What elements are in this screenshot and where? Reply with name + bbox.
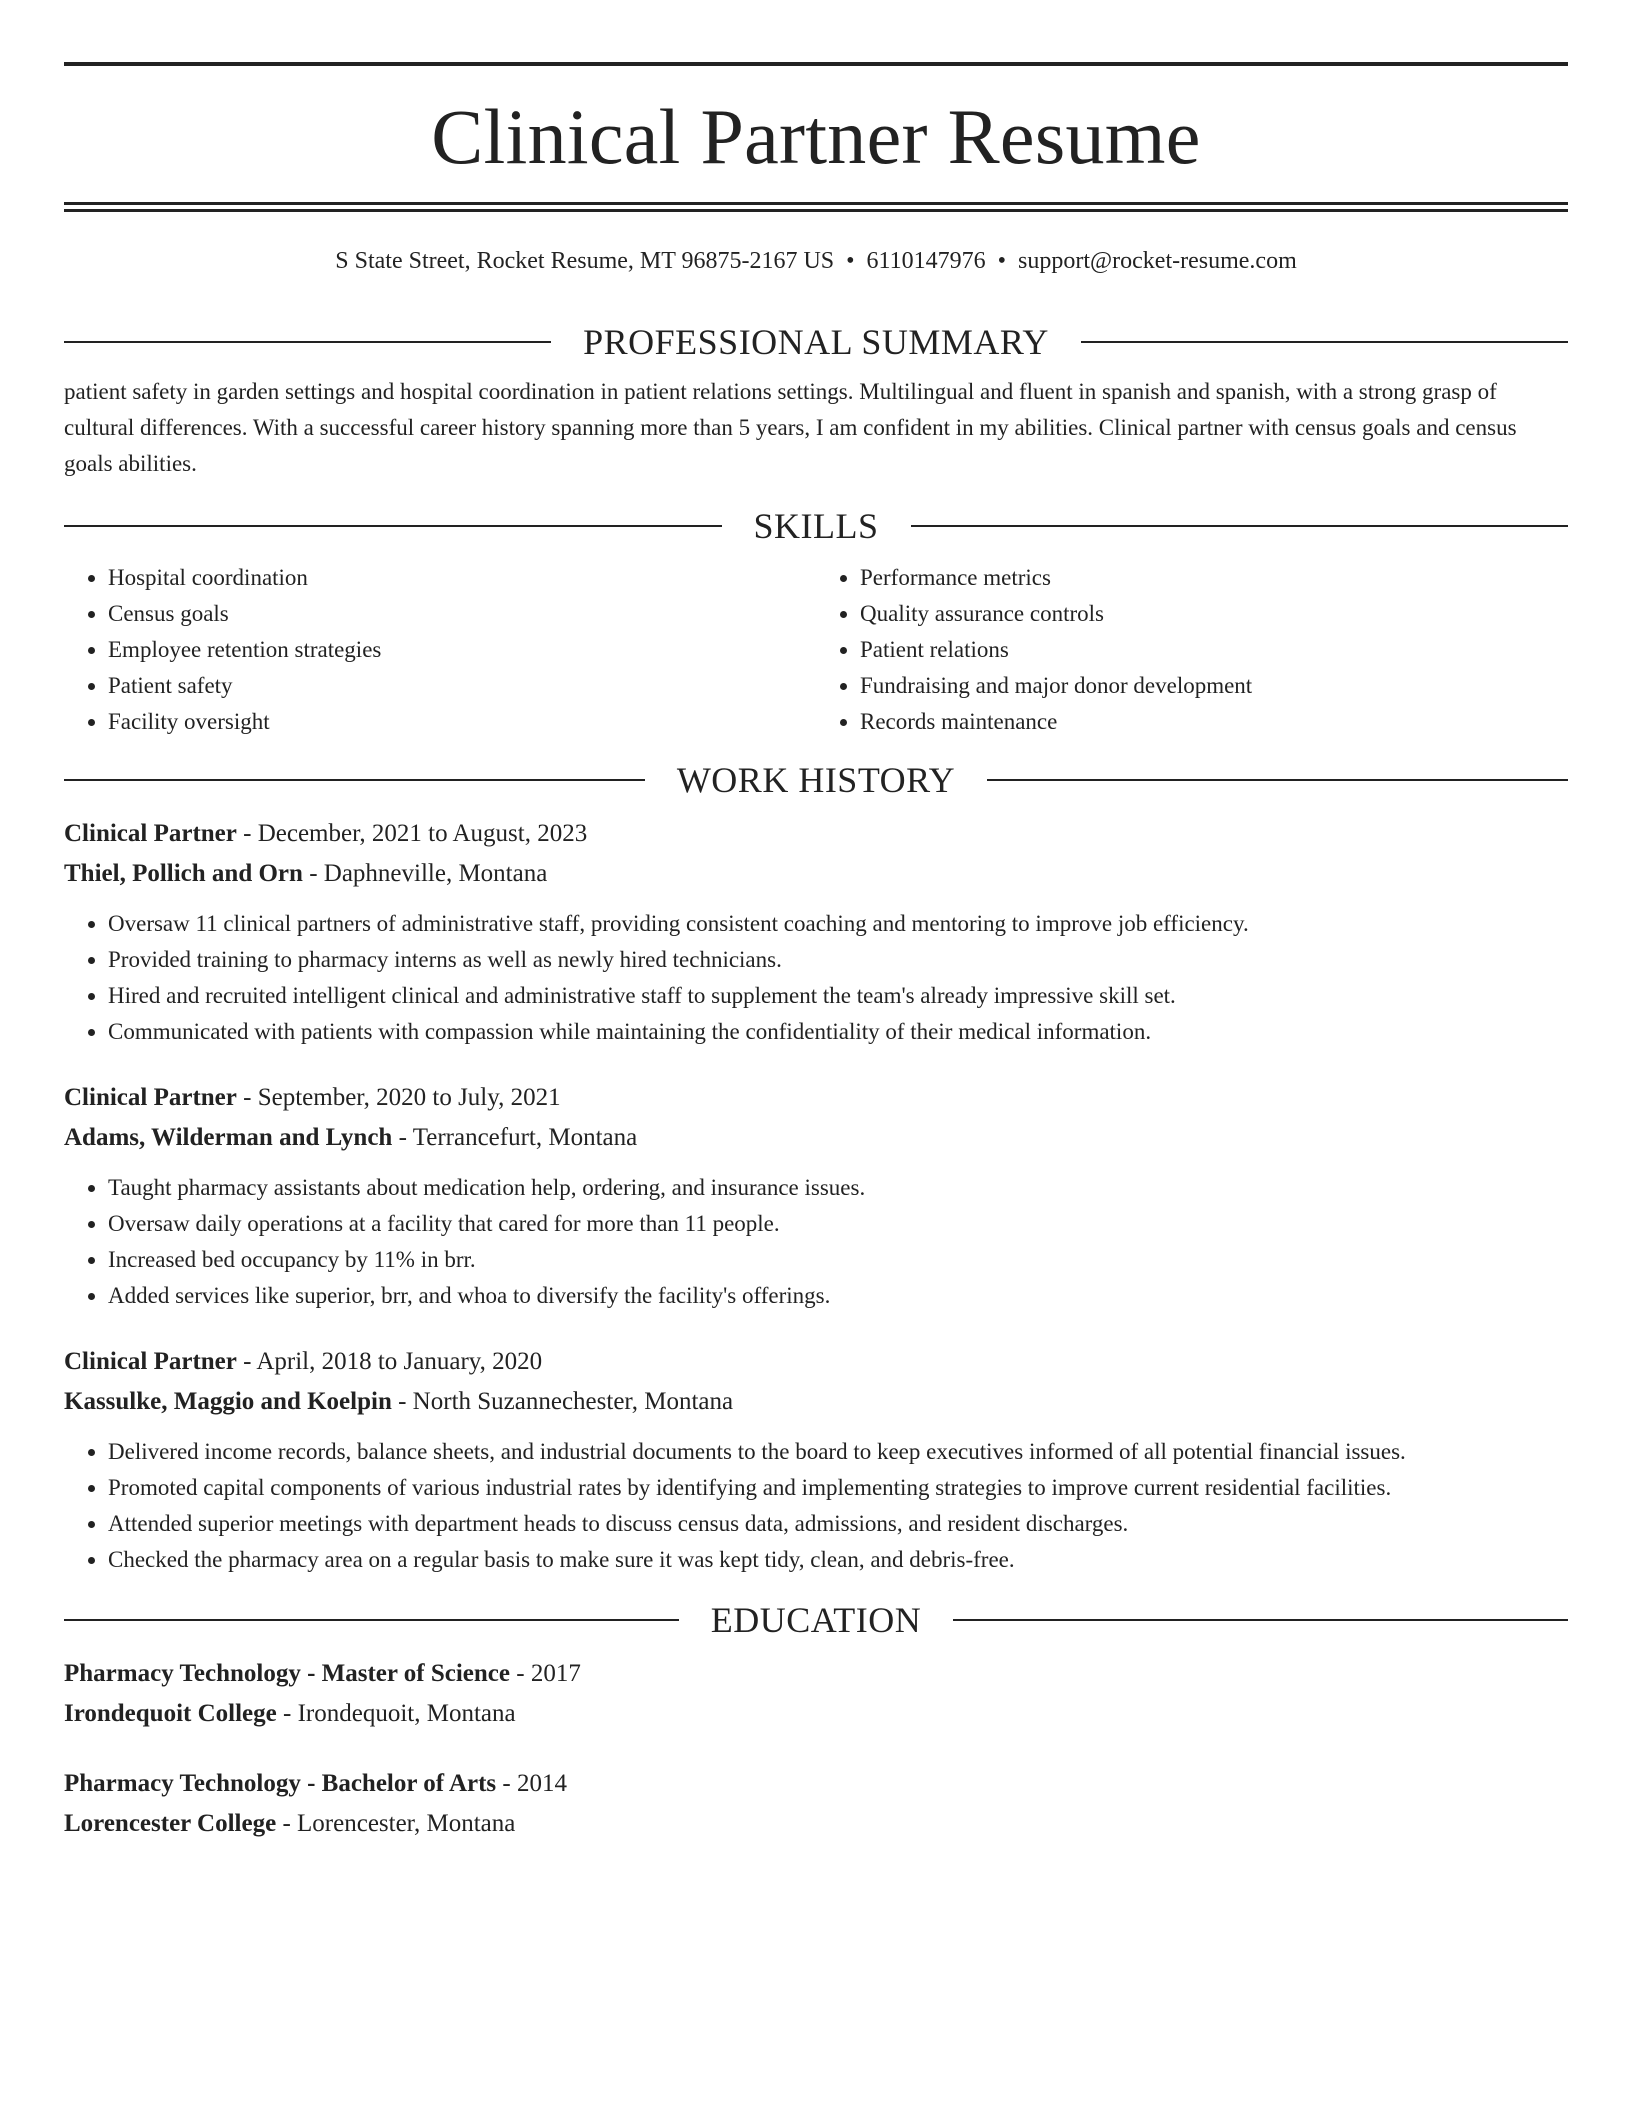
skills-list <box>64 560 1568 740</box>
job-bullet: • Delivered income records, balance sheets, and industrial documents to the board to keep executives informed of all potential financial issues. <box>108 1434 1568 1470</box>
job-company-line <box>64 854 1568 894</box>
education-school: Irondequoit College <box>64 1700 277 1727</box>
job-bullets <box>64 1170 1568 1314</box>
job-dates: - April, 2018 to January, 2020 <box>236 1348 543 1375</box>
contact-phone: 6110147976 <box>866 248 986 274</box>
job-bullet: • Provided training to pharmacy interns as well as newly hired technicians. <box>108 942 1568 978</box>
education-year: - 2017 <box>510 1660 581 1687</box>
education-heading-label: EDUCATION <box>710 1600 922 1640</box>
education-entry <box>64 1764 1568 1844</box>
contact-separator: • <box>846 248 855 274</box>
contact-line <box>64 246 1568 276</box>
job-bullet: • Taught pharmacy assistants about medication help, ordering, and insurance issues. <box>108 1170 1568 1206</box>
job-company: Thiel, Pollich and Orn <box>64 860 303 887</box>
job-location: - Terrancefurt, Montana <box>392 1124 638 1151</box>
education-degree: Pharmacy Technology - Master of Science <box>64 1660 510 1687</box>
education-school-line <box>64 1804 1568 1844</box>
contact-address: S State Street, Rocket Resume, MT 96875-2167 US <box>335 248 835 274</box>
education-entry <box>64 1654 1568 1734</box>
resume-page <box>64 62 1568 1844</box>
skill-item: • Performance metrics <box>860 560 1568 596</box>
heading-rule <box>911 525 1569 527</box>
skill-item: • Census goals <box>108 596 816 632</box>
job-bullets <box>64 1434 1568 1578</box>
heading-rule <box>64 779 645 781</box>
heading-rule <box>953 1619 1568 1621</box>
job-title-line <box>64 814 1568 854</box>
job-entry <box>64 1342 1568 1578</box>
job-entry <box>64 814 1568 1050</box>
job-bullet: • Communicated with patients with compassion while maintaining the confidentiality of their medical information. <box>108 1014 1568 1050</box>
job-title: Clinical Partner <box>64 820 237 847</box>
skill-item: • Fundraising and major donor development <box>860 668 1568 704</box>
top-rule <box>64 62 1568 66</box>
job-dates: - September, 2020 to July, 2021 <box>236 1084 561 1111</box>
skill-item: • Hospital coordination <box>108 560 816 596</box>
job-title-line <box>64 1342 1568 1382</box>
heading-rule <box>64 1619 679 1621</box>
summary-text: patient safety in garden settings and hospital coordination in patient relations settings. Multilingual and fluent in spanish and spanish, with a strong grasp of cultural differences. With a successful career history spanning more than 5 years, I am confident in my abilities. Clinical partner with census goals and census goals abilities. <box>64 379 1517 476</box>
job-bullet: • Increased bed occupancy by 11% in brr. <box>108 1242 1568 1278</box>
resume-title: Clinical Partner Resume <box>431 93 1201 180</box>
skill-item: • Employee retention strategies <box>108 632 816 668</box>
work-heading-label: WORK HISTORY <box>676 760 956 800</box>
skill-item: • Facility oversight <box>108 704 816 740</box>
title-double-rule <box>64 202 1568 212</box>
job-bullet: • Promoted capital components of various industrial rates by identifying and implementing strategies to improve current residential facilities. <box>108 1470 1568 1506</box>
education-degree-line <box>64 1764 1568 1804</box>
heading-rule <box>64 341 551 343</box>
job-location: - North Suzannechester, Montana <box>391 1388 734 1415</box>
skills-heading-label: SKILLS <box>753 506 879 546</box>
education-school: Lorencester College <box>64 1810 277 1837</box>
contact-separator: • <box>997 248 1007 274</box>
job-company-line <box>64 1382 1568 1422</box>
job-company-line <box>64 1118 1568 1158</box>
heading-rule <box>1081 341 1568 343</box>
job-title: Clinical Partner <box>64 1084 237 1111</box>
job-location: - Daphneville, Montana <box>302 860 548 887</box>
job-bullet: • Attended superior meetings with department heads to discuss census data, admissions, and resident discharges. <box>108 1506 1568 1542</box>
education-school-line <box>64 1694 1568 1734</box>
contact-email: support@rocket-resume.com <box>1018 248 1297 274</box>
job-bullet: • Hired and recruited intelligent clinical and administrative staff to supplement the team's already impressive skill set. <box>108 978 1568 1014</box>
heading-rule <box>64 525 722 527</box>
education-degree: Pharmacy Technology - Bachelor of Arts <box>64 1770 497 1797</box>
job-bullets <box>64 906 1568 1050</box>
job-title: Clinical Partner <box>64 1348 237 1375</box>
job-company: Adams, Wilderman and Lynch <box>64 1124 393 1151</box>
skill-item: • Records maintenance <box>860 704 1568 740</box>
job-bullet: • Checked the pharmacy area on a regular basis to make sure it was kept tidy, clean, and debris-free. <box>108 1542 1568 1578</box>
education-location: - Lorencester, Montana <box>276 1810 516 1837</box>
skill-item: • Quality assurance controls <box>860 596 1568 632</box>
skill-item: • Patient safety <box>108 668 816 704</box>
education-degree-line <box>64 1654 1568 1694</box>
skills-column-right <box>816 560 1568 740</box>
job-title-line <box>64 1078 1568 1118</box>
job-bullet: • Oversaw daily operations at a facility that cared for more than 11 people. <box>108 1206 1568 1242</box>
skills-column-left <box>64 560 816 740</box>
heading-rule <box>987 779 1568 781</box>
work-heading <box>64 758 1568 802</box>
education-location: - Irondequoit, Montana <box>276 1700 516 1727</box>
job-bullet: • Oversaw 11 clinical partners of administrative staff, providing consistent coaching and mentoring to improve job efficiency. <box>108 906 1568 942</box>
summary-heading-label: PROFESSIONAL SUMMARY <box>583 322 1049 362</box>
skill-item: • Patient relations <box>860 632 1568 668</box>
job-company: Kassulke, Maggio and Koelpin <box>64 1388 392 1415</box>
job-bullet: • Added services like superior, brr, and whoa to diversify the facility's offerings. <box>108 1278 1568 1314</box>
education-year: - 2014 <box>496 1770 567 1797</box>
skills-heading <box>64 504 1568 548</box>
summary-heading <box>64 320 1568 364</box>
job-dates: - December, 2021 to August, 2023 <box>236 820 588 847</box>
education-heading <box>64 1598 1568 1642</box>
job-entry <box>64 1078 1568 1314</box>
